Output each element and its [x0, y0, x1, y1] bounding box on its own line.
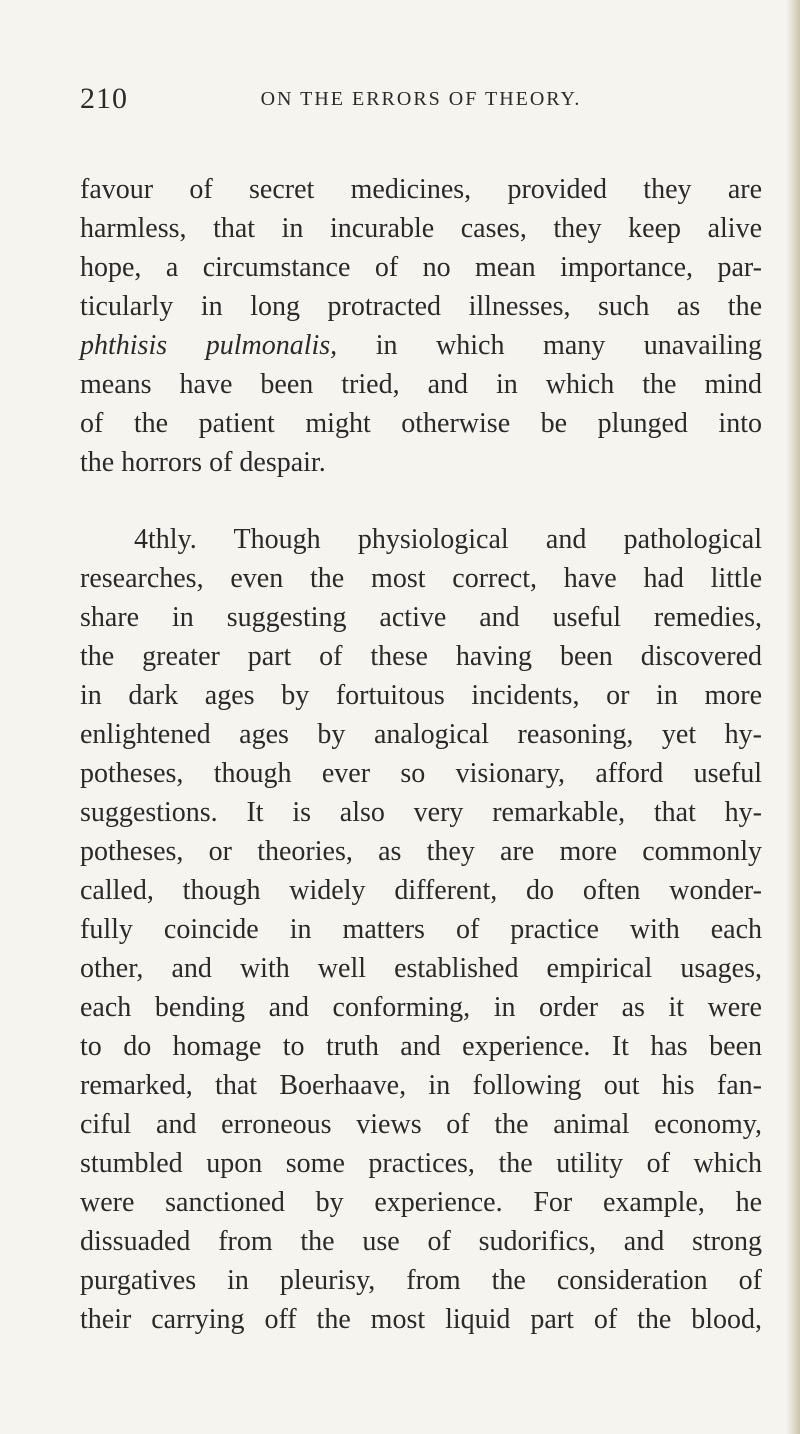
text-line: other, and with well established empirical usages, [80, 953, 762, 984]
book-page [80, 82, 762, 1339]
italic-term: phthisis pulmonalis, [80, 330, 338, 361]
text-line: dissuaded from the use of sudorifics, and strong [80, 1226, 762, 1257]
text-line: were sanctioned by experience. For example, he [80, 1187, 762, 1218]
body-text [80, 170, 762, 1339]
text-line-with-italic [80, 326, 762, 365]
page-edge-shadow [786, 0, 800, 1434]
text-line: their carrying off the most liquid part of the blood, [80, 1304, 762, 1335]
text-line: means have been tried, and in which the mind [80, 369, 762, 400]
text-line: hope, a circumstance of no mean importance, par- [80, 252, 762, 283]
page-header [80, 82, 762, 122]
text-line: called, though widely different, do often wonder- [80, 875, 762, 906]
text-line: each bending and conforming, in order as it were [80, 992, 762, 1023]
text-line: of the patient might otherwise be plunged into [80, 408, 762, 439]
text-line: researches, even the most correct, have had little [80, 563, 762, 594]
running-head: ON THE ERRORS OF THEORY. [260, 88, 582, 110]
text-line: the horrors of despair. [80, 447, 326, 478]
text-line: potheses, though ever so visionary, afford useful [80, 758, 762, 789]
paragraph-2 [80, 520, 762, 1339]
text-line-rest: in which many unavailing [337, 330, 763, 361]
text-line: the greater part of these having been discovered [80, 641, 762, 672]
text-line: purgatives in pleurisy, from the consideration of [80, 1265, 762, 1296]
text-line: suggestions. It is also very remarkable, that hy- [80, 797, 762, 828]
text-line: potheses, or theories, as they are more commonly [80, 836, 762, 867]
text-line: share in suggesting active and useful remedies, [80, 602, 762, 633]
text-line: fully coincide in matters of practice with each [80, 914, 762, 945]
text-line: enlightened ages by analogical reasoning, yet hy- [80, 719, 762, 750]
text-line: ciful and erroneous views of the animal economy, [80, 1109, 762, 1140]
text-line: remarked, that Boerhaave, in following out his fan- [80, 1070, 762, 1101]
text-line: stumbled upon some practices, the utility of which [80, 1148, 762, 1179]
page-number: 210 [80, 82, 128, 115]
text-line: 4thly. Though physiological and pathological [134, 524, 762, 555]
text-line: to do homage to truth and experience. It has been [80, 1031, 762, 1062]
text-line: ticularly in long protracted illnesses, such as the [80, 291, 762, 322]
paragraph-1 [80, 170, 762, 482]
text-line: harmless, that in incurable cases, they keep alive [80, 213, 762, 244]
text-line: in dark ages by fortuitous incidents, or in more [80, 680, 762, 711]
text-line: favour of secret medicines, provided they are [80, 174, 762, 205]
